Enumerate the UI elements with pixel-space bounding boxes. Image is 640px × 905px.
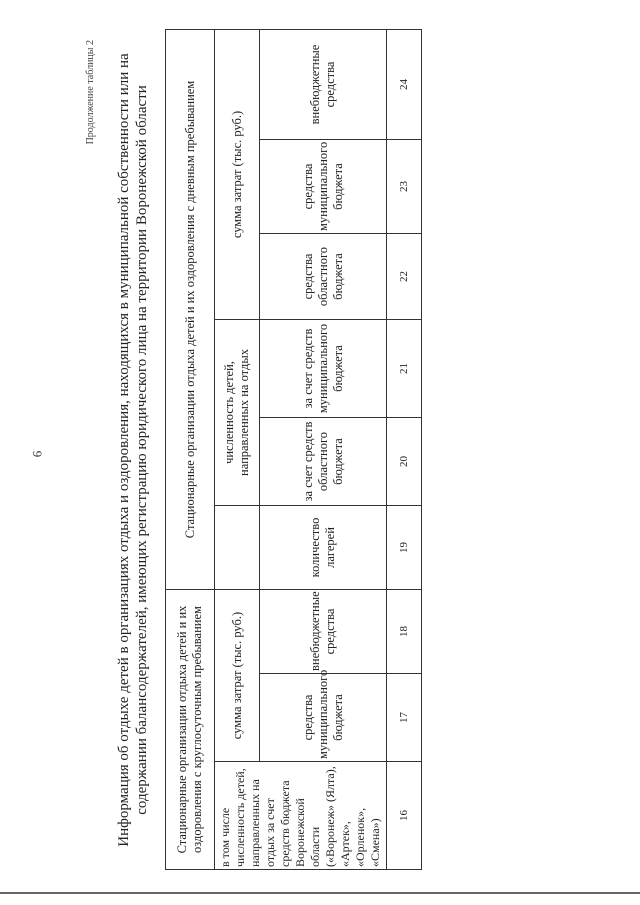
col-number: 19 xyxy=(387,506,422,590)
document-title: Информация об отдыхе детей в организациях отдыха и оздоровления, находящихся в муниципальной собственности или на содержании балансодержателей, имеющих регистрацию юридического лица на территории Воронежской области xyxy=(116,53,150,847)
col-number: 18 xyxy=(387,590,422,674)
group-header-day-stay: Стационарные организации отдыха детей и их оздоровления с дневным пребыванием xyxy=(166,29,215,589)
col24-header: внебюджетные средства xyxy=(260,29,387,139)
cost-header-1: сумма затрат (тыс. руб.) xyxy=(215,590,260,762)
col-number: 24 xyxy=(387,29,422,139)
col-number: 20 xyxy=(387,418,422,506)
group-header-round-the-clock: Стационарные организации отдыха детей и их оздоровления с круглосуточным пребыванием xyxy=(166,590,215,870)
scan-edge-line xyxy=(0,892,640,894)
col22-header: средства областного бюджета xyxy=(260,234,387,320)
col19-header: количество лагерей xyxy=(260,506,387,590)
col-number: 16 xyxy=(387,762,422,870)
empty-cell xyxy=(215,506,260,590)
children-header: численность детей, направленных на отдых xyxy=(215,320,260,506)
col23-header: средства муниципального бюджета xyxy=(260,140,387,234)
col-number: 17 xyxy=(387,674,422,762)
col-number: 23 xyxy=(387,140,422,234)
col-number: 22 xyxy=(387,234,422,320)
col21-header: за счет средств муниципального бюджета xyxy=(260,320,387,418)
col16-header: в том числе численность детей, направленных на отдых за счет средств бюджета Воронежской области («Воронеж» (Ялта), «Артек», «Орленок», «Смена») xyxy=(215,762,387,870)
col20-header: за счет средств областного бюджета xyxy=(260,418,387,506)
cost-header-2: сумма затрат (тыс. руб.) xyxy=(215,29,260,319)
col18-header: внебюджетные средства xyxy=(260,590,387,674)
summary-table xyxy=(165,29,422,870)
continuation-label: Продолжение таблицы 2 xyxy=(85,40,96,145)
col17-header: средства муниципального бюджета xyxy=(260,674,387,762)
page-number: 6 xyxy=(29,450,45,458)
rotated-content xyxy=(85,30,465,870)
col-number: 21 xyxy=(387,320,422,418)
